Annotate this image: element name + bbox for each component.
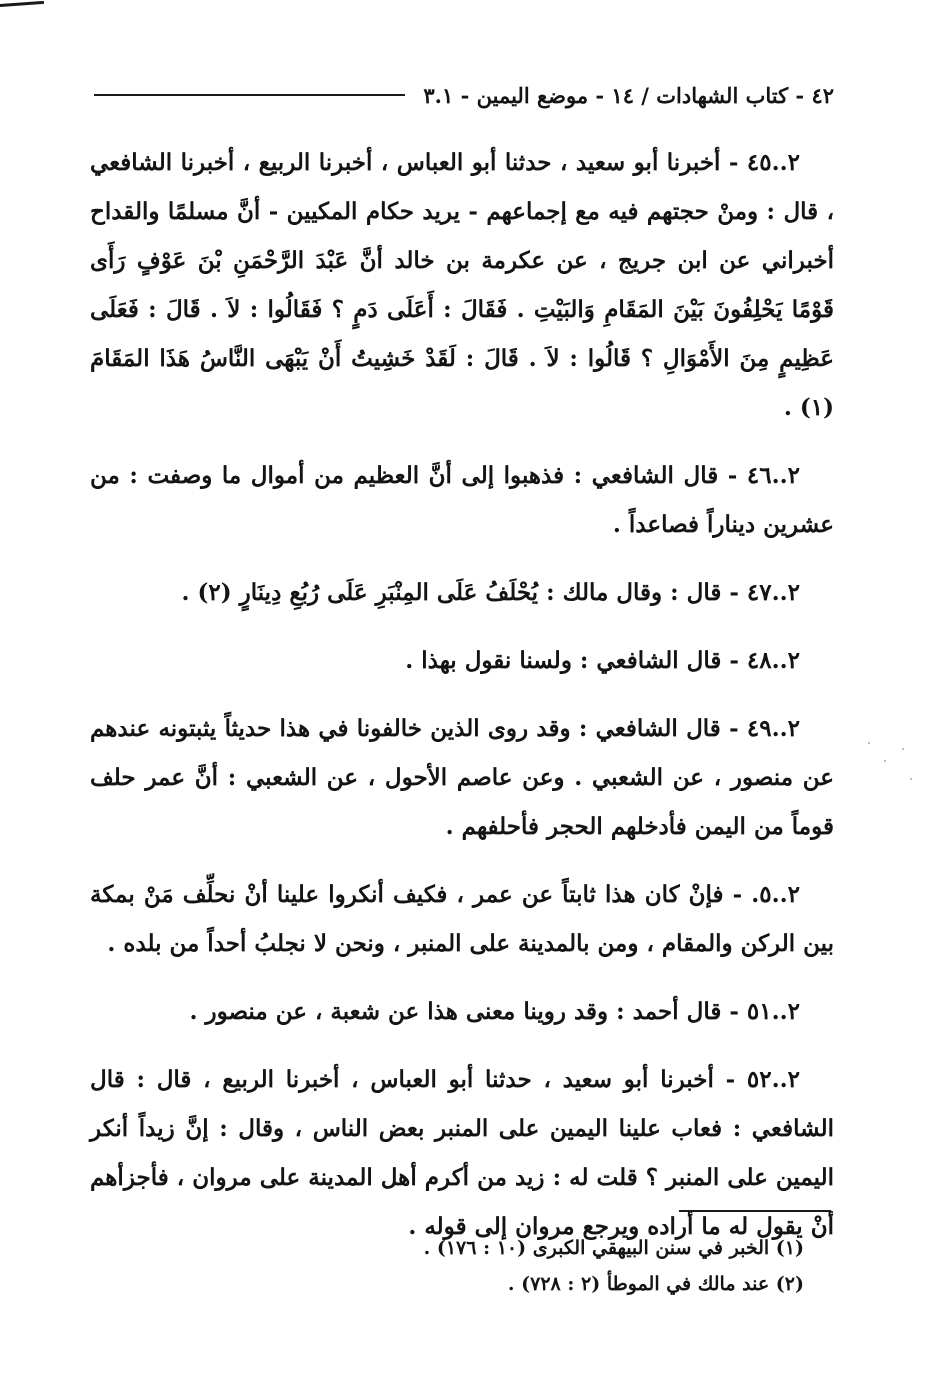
- header-rule: [94, 94, 405, 96]
- paragraph-2050: ٢..٥. - فإنْ كان هذا ثابتاً عن عمر ، فكيف أنكروا علينا أنْ نحلِّف مَنْ بمكة بين الركن والمقام ، ومن بالمدينة على المنبر ، ونحن لا نجلبُ أحداً من بلده .: [90, 881, 834, 957]
- paragraph-2045: ٢..٤٥ - أخبرنا أبو سعيد ، حدثنا أبو العباس ، أخبرنا الربيع ، أخبرنا الشافعي ، قال : ومنْ حجتهم فيه مع إجماعهم - يريد حكام المكيين - أنَّ مسلمًا والقداح أخبراني عن ابن جريج ، عن عكرمة بن خالد أنَّ عَبْدَ الرَّحْمَنِ بْنَ عَوْفٍ رَأَى قَوْمًا يَحْلِفُونَ بَيْنَ المَقَامِ وَالبَيْتِ . فَقَالَ : أَعَلَى دَمٍ ؟ فَقَالُوا : لاَ . قَالَ : فَعَلَى عَظِيمٍ مِنَ الأَمْوَالِ ؟ قَالُوا : لاَ . قَالَ : لَقَدْ خَشِيتُ أَنْ يَبْهَى النَّاسُ هَذَا المَقَامَ (١) .: [90, 149, 834, 421]
- paragraph-2049: ٢..٤٩ - قال الشافعي : وقد روى الذين خالفونا في هذا حديثاً يثبتونه عندهم عن منصور ، عن الشعبي . وعن عاصم الأحول ، عن الشعبي : أنَّ عمر حلف قوماً من اليمن فأدخلهم الحجر فأحلفهم .: [90, 715, 834, 840]
- scan-speck: [884, 760, 886, 762]
- footnote-2: (٢) عند مالك في الموطأ (٢ : ٧٢٨) .: [507, 1273, 804, 1295]
- paragraph-2051: ٢..٥١ - قال أحمد : وقد روينا معنى هذا عن شعبة ، عن منصور .: [189, 998, 800, 1025]
- running-header: [94, 78, 834, 112]
- main-text: [90, 138, 834, 1270]
- scan-edge-mark: [0, 1, 44, 7]
- scan-speck: [910, 778, 912, 780]
- footnote-rule: [679, 1210, 831, 1212]
- paragraph-2048: ٢..٤٨ - قال الشافعي : ولسنا نقول بهذا .: [405, 647, 800, 674]
- running-header-title: ٤٢ - كتاب الشهادات / ١٤ - موضع اليمين - ٣.١: [423, 82, 834, 108]
- paragraph-2052: ٢..٥٢ - أخبرنا أبو سعيد ، حدثنا أبو العباس ، أخبرنا الربيع ، قال : قال الشافعي : فعاب علينا اليمين على المنبر بعض الناس ، وقال : إنَّ زيداً أنكر اليمين على المنبر ؟ قلت له : زيد من أكرم أهل المدينة على مروان ، فأجزأهم أنْ يقول له ما أراده ويرجع مروان إلى قوله .: [90, 1066, 834, 1240]
- footnotes: [90, 1230, 832, 1302]
- scan-speck: [868, 742, 870, 744]
- scan-speck: [902, 748, 904, 750]
- paragraph-2046: ٢..٤٦ - قال الشافعي : فذهبوا إلى أنَّ العظيم من أموال ما وصفت : من عشرين ديناراً فصاعداً .: [90, 462, 834, 538]
- footnote-1: (١) الخبر في سنن البيهقي الكبرى (١٠ : ١٧٦) .: [423, 1237, 804, 1259]
- paragraph-2047: ٢..٤٧ - قال : وقال مالك : يُحْلَفُ عَلَى المِنْبَرِ عَلَى رُبُعِ دِينَارٍ (٢) .: [181, 579, 800, 606]
